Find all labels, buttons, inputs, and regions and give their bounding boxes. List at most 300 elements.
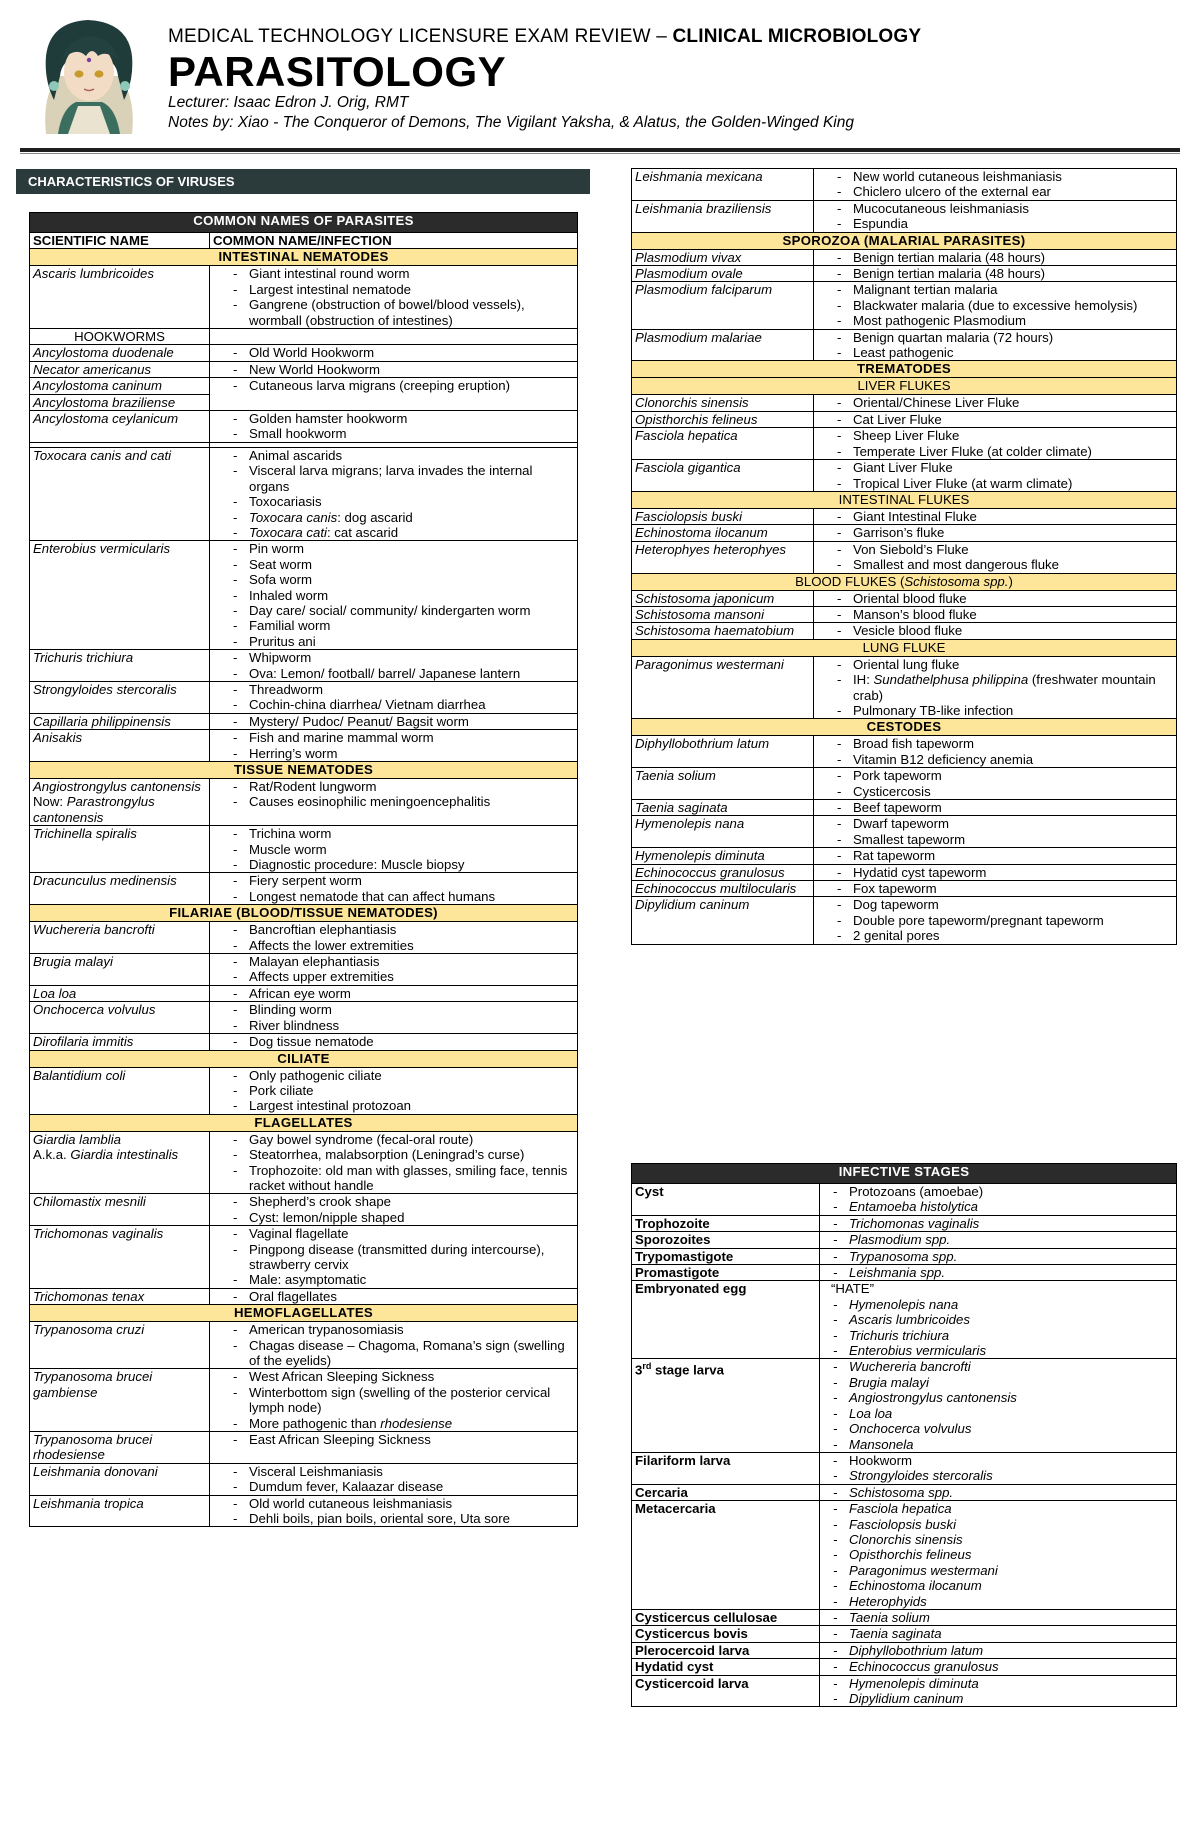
subsection-heading: INTESTINAL FLUKES — [632, 491, 1177, 508]
scientific-name: Taenia saginata — [632, 800, 814, 816]
list-item: - Cyst: lemon/nipple shaped — [213, 1210, 574, 1225]
scientific-name: Leishmania tropica — [30, 1495, 210, 1527]
list-item: - Fish and marine mammal worm — [213, 730, 574, 745]
list-item: - Diagnostic procedure: Muscle biopsy — [213, 857, 574, 872]
list-item: - African eye worm — [213, 986, 574, 1001]
table-row — [30, 345, 578, 361]
subsection-heading: LIVER FLUKES — [632, 378, 1177, 395]
stage-name: Cysticercus bovis — [632, 1626, 820, 1642]
stage-name: Filariform larva — [632, 1452, 820, 1484]
scientific-name: Leishmania mexicana — [632, 169, 814, 201]
list-item: - Vitamin B12 deficiency anemia — [817, 752, 1173, 767]
scientific-name: Echinococcus multilocularis — [632, 881, 814, 897]
list-item: - Dog tapeworm — [817, 897, 1173, 912]
list-item: - Gay bowel syndrome (fecal-oral route) — [213, 1132, 574, 1147]
table-title-row: INFECTIVE STAGES — [632, 1164, 1177, 1184]
list-item: - Cochin-china diarrhea/ Vietnam diarrhea — [213, 697, 574, 712]
list-item: - Oriental/Chinese Liver Fluke — [817, 395, 1173, 410]
table-row — [632, 881, 1177, 897]
list-item: - Dehli boils, pian boils, oriental sore, Uta sore — [213, 1511, 574, 1526]
list-item: - Blinding worm — [213, 1002, 574, 1017]
section-heading: HEMOFLAGELLATES — [30, 1305, 578, 1322]
list-item: - Mucocutaneous leishmaniasis — [817, 201, 1173, 216]
list-item: - Cutaneous larva migrans (creeping eruption) — [213, 378, 574, 393]
table-row — [30, 954, 578, 986]
table-row — [632, 1215, 1177, 1231]
stage-name: Hydatid cyst — [632, 1659, 820, 1675]
scientific-name: Balantidium coli — [30, 1067, 210, 1114]
organism-item: - Leishmania spp. — [823, 1265, 1173, 1280]
header-rule — [20, 148, 1180, 152]
list-item: - Vesicle blood fluke — [817, 623, 1173, 638]
list-item: - Day care/ social/ community/ kindergarten worm — [213, 603, 574, 618]
section-heading: TREMATODES — [632, 361, 1177, 378]
list-item: - Giant intestinal round worm — [213, 266, 574, 281]
scientific-name: Ancylostoma ceylanicum — [30, 411, 210, 443]
table-row — [30, 1288, 578, 1304]
list-item: - Pork ciliate — [213, 1083, 574, 1098]
organism-item: - Hymenolepis nana — [823, 1297, 1173, 1312]
table-row — [632, 1626, 1177, 1642]
organism-item: - Protozoans (amoebae) — [823, 1184, 1173, 1199]
common-names-table-continued — [631, 168, 1177, 945]
list-item: - Seat worm — [213, 557, 574, 572]
subsection-heading: BLOOD FLUKES (Schistosoma spp.) — [632, 573, 1177, 590]
organism-item: - Heterophyids — [823, 1594, 1173, 1609]
table-row — [30, 713, 578, 729]
group-label: HOOKWORMS — [30, 329, 210, 345]
scientific-name: Trichinella spiralis — [30, 826, 210, 873]
scientific-name: Taenia solium — [632, 768, 814, 800]
table-row — [632, 169, 1177, 201]
scientific-name: Hymenolepis nana — [632, 816, 814, 848]
scientific-name: Onchocerca volvulus — [30, 1002, 210, 1034]
list-item: - Benign tertian malaria (48 hours) — [817, 250, 1173, 265]
list-item: - Inhaled worm — [213, 588, 574, 603]
list-item: - Pork tapeworm — [817, 768, 1173, 783]
table-row — [632, 525, 1177, 541]
scientific-name: Fasciola hepatica — [632, 428, 814, 460]
list-item: - Old world cutaneous leishmaniasis — [213, 1496, 574, 1511]
table-title-row: COMMON NAMES OF PARASITES — [30, 213, 578, 233]
scientific-name: Trypanosoma brucei rhodesiense — [30, 1432, 210, 1464]
list-item: - Least pathogenic — [817, 345, 1173, 360]
table-row — [30, 985, 578, 1001]
organism-item: - Fasciola hepatica — [823, 1501, 1173, 1516]
scientific-name: Plasmodium ovale — [632, 266, 814, 282]
organism-item: - Taenia saginata — [823, 1626, 1173, 1641]
table-row — [632, 848, 1177, 864]
list-item: - Double pore tapeworm/pregnant tapeworm — [817, 913, 1173, 928]
table-row — [632, 1501, 1177, 1610]
table-row — [632, 590, 1177, 606]
scientific-name: Wuchereria bancrofti — [30, 922, 210, 954]
scientific-name: Plasmodium vivax — [632, 249, 814, 265]
scientific-name: Hymenolepis diminuta — [632, 848, 814, 864]
list-item: - Cat Liver Fluke — [817, 412, 1173, 427]
scientific-name: Strongyloides stercoralis — [30, 681, 210, 713]
organism-item: - Echinococcus granulosus — [823, 1659, 1173, 1674]
page-title: PARASITOLOGY — [168, 48, 507, 95]
table-row — [632, 1232, 1177, 1248]
list-item: - Oral flagellates — [213, 1289, 574, 1304]
organism-item: - Trypanosoma spp. — [823, 1249, 1173, 1264]
list-item: - Vaginal flagellate — [213, 1226, 574, 1241]
organism-item: - Trichomonas vaginalis — [823, 1216, 1173, 1231]
organism-item: - Enterobius vermicularis — [823, 1343, 1173, 1358]
notes-line: Notes by: Xiao - The Conqueror of Demons, The Vigilant Yaksha, & Alatus, the Golden-Winged King — [168, 114, 854, 131]
infective-stages-table — [631, 1163, 1177, 1707]
list-item: - Temperate Liver Fluke (at colder climate) — [817, 444, 1173, 459]
list-item: - Giant Intestinal Fluke — [817, 509, 1173, 524]
list-item: - Familial worm — [213, 618, 574, 633]
list-item: - Winterbottom sign (swelling of the posterior cervical lymph node) — [213, 1385, 574, 1416]
column-header-row — [30, 233, 578, 249]
list-item: - Oriental lung fluke — [817, 657, 1173, 672]
table-row — [30, 378, 578, 394]
list-item: - Dumdum fever, Kalaazar disease — [213, 1479, 574, 1494]
scientific-name: Dracunculus medinensis — [30, 873, 210, 905]
list-item: - Broad fish tapeworm — [817, 736, 1173, 751]
scientific-name: Echinococcus granulosus — [632, 864, 814, 880]
list-item: - Smallest tapeworm — [817, 832, 1173, 847]
common-names-table — [29, 212, 578, 1527]
table-row: Trypanosoma brucei gambiense - West African Sleeping Sickness - Winterbottom sign (swelling of the posterior cervical lymph node) - More pathogenic than rhodesiense — [30, 1369, 578, 1432]
list-item: - Giant Liver Fluke — [817, 460, 1173, 475]
list-item: - Gangrene (obstruction of bowel/blood vessels), wormball (obstruction of intestines) — [213, 297, 574, 328]
organism-item: - Schistosoma spp. — [823, 1485, 1173, 1500]
list-item: - Bancroftian elephantiasis — [213, 922, 574, 937]
list-item: - West African Sleeping Sickness — [213, 1369, 574, 1384]
list-item: - Garrison’s fluke — [817, 525, 1173, 540]
section-heading: INTESTINAL NEMATODES — [30, 249, 578, 266]
section-heading: FLAGELLATES — [30, 1114, 578, 1131]
list-item: - Pruritus ani — [213, 634, 574, 649]
scientific-name: Trichuris trichiura — [30, 650, 210, 682]
organism-item: - Taenia solium — [823, 1610, 1173, 1625]
list-item: - New World Hookworm — [213, 362, 574, 377]
table-row — [30, 1495, 578, 1527]
organism-item: - Onchocerca volvulus — [823, 1421, 1173, 1436]
organism-item: - Trichuris trichiura — [823, 1328, 1173, 1343]
list-item: - Malignant tertian malaria — [817, 282, 1173, 297]
avatar — [28, 16, 150, 134]
table-row — [30, 730, 578, 762]
list-item: - Beef tapeworm — [817, 800, 1173, 815]
table-row — [30, 922, 578, 954]
scientific-name: Plasmodium falciparum — [632, 282, 814, 329]
table-row — [30, 1432, 578, 1464]
scientific-name: Heterophyes heterophyes — [632, 541, 814, 573]
scientific-name: Clonorchis sinensis — [632, 395, 814, 411]
table-row — [632, 864, 1177, 880]
organism-item: - Mansonela — [823, 1437, 1173, 1452]
list-item: - Fiery serpent worm — [213, 873, 574, 888]
scientific-name: Chilomastix mesnili — [30, 1194, 210, 1226]
list-item: - Blackwater malaria (due to excessive hemolysis) — [817, 298, 1173, 313]
organism-item: - Angiostrongylus cantonensis — [823, 1390, 1173, 1405]
scientific-name: Leishmania donovani — [30, 1463, 210, 1495]
mnemonic: “HATE” — [831, 1281, 874, 1297]
table-row — [30, 541, 578, 650]
stage-name: Promastigote — [632, 1265, 820, 1281]
organism-item: - Strongyloides stercoralis — [823, 1468, 1173, 1483]
scientific-name: Trichomonas tenax — [30, 1288, 210, 1304]
organism-item: - Plasmodium spp. — [823, 1232, 1173, 1247]
header-rule-thin — [20, 153, 1180, 154]
organism-item: - Paragonimus westermani — [823, 1563, 1173, 1578]
table-row — [632, 1659, 1177, 1675]
scientific-name: Schistosoma mansoni — [632, 606, 814, 622]
list-item: - Rat/Rodent lungworm — [213, 779, 574, 794]
organism-item: - Fasciolopsis buski — [823, 1517, 1173, 1532]
table-row — [632, 800, 1177, 816]
scientific-name: Trypanosoma cruzi — [30, 1322, 210, 1369]
scientific-name: Ancylostoma caninum — [30, 378, 210, 394]
stage-name: Trophozoite — [632, 1215, 820, 1231]
scientific-name: Toxocara canis and cati — [30, 447, 210, 540]
stage-name: Embryonated egg — [632, 1281, 820, 1359]
stage-name: 3rd stage larva — [632, 1359, 820, 1452]
scientific-name: Plasmodium malariae — [632, 329, 814, 361]
list-item: - Only pathogenic ciliate — [213, 1068, 574, 1083]
scientific-name: Capillaria philippinensis — [30, 713, 210, 729]
list-item: - Pingpong disease (transmitted during intercourse), strawberry cervix — [213, 1242, 574, 1273]
organism-item: - Dipylidium caninum — [823, 1691, 1173, 1706]
table-row — [30, 826, 578, 873]
table-row — [632, 1675, 1177, 1707]
table-row — [632, 606, 1177, 622]
list-item: - Steatorrhea, malabsorption (Leningrad’s curse) — [213, 1147, 574, 1162]
list-item: - 2 genital pores — [817, 928, 1173, 943]
list-item: - Von Siebold’s Fluke — [817, 542, 1173, 557]
section-bar: CHARACTERISTICS OF VIRUSES — [16, 169, 590, 194]
table-row — [632, 1248, 1177, 1264]
subtitle: MEDICAL TECHNOLOGY LICENSURE EXAM REVIEW – CLINICAL MICROBIOLOGY — [168, 26, 922, 47]
list-item: - Most pathogenic Plasmodium — [817, 313, 1173, 328]
scientific-name: Anisakis — [30, 730, 210, 762]
scientific-name: Loa loa — [30, 985, 210, 1001]
list-item: - Pin worm — [213, 541, 574, 556]
table-row: Paragonimus westermani - Oriental lung fluke - IH: Sundathelphusa philippina (freshwater mountain crab) - Pulmonary TB-like infection — [632, 656, 1177, 719]
scientific-name: Trichomonas vaginalis — [30, 1226, 210, 1289]
table-row — [632, 816, 1177, 848]
scientific-name: Trypanosoma brucei gambiense — [30, 1369, 210, 1432]
table-row — [30, 873, 578, 905]
scientific-name: Ancylostoma duodenale — [30, 345, 210, 361]
stage-name: Cysticercoid larva — [632, 1675, 820, 1707]
table-row — [30, 779, 578, 826]
table-row — [30, 1226, 578, 1289]
list-item: - Old World Hookworm — [213, 345, 574, 360]
list-item: - Hydatid cyst tapeworm — [817, 865, 1173, 880]
scientific-name: Ancylostoma braziliense — [30, 394, 210, 410]
table-row — [632, 329, 1177, 361]
scientific-name: Angiostrongylus cantonensis Now: Parastrongylus cantonensis — [30, 779, 210, 826]
table-row — [632, 1642, 1177, 1658]
table-row — [30, 1463, 578, 1495]
section-heading: FILARIAE (BLOOD/TISSUE NEMATODES) — [30, 905, 578, 922]
scientific-name: Ascaris lumbricoides — [30, 266, 210, 329]
list-item: - Trichina worm — [213, 826, 574, 841]
column-header-scientific: SCIENTIFIC NAME — [30, 233, 210, 249]
organism-item: - Wuchereria bancrofti — [823, 1359, 1173, 1374]
scientific-name: Enterobius vermicularis — [30, 541, 210, 650]
table-row — [632, 623, 1177, 639]
list-item: - New world cutaneous leishmaniasis — [817, 169, 1173, 184]
section-heading: CESTODES — [632, 719, 1177, 736]
stage-name: Cyst — [632, 1184, 820, 1216]
table-row — [632, 1184, 1177, 1216]
table-row: Toxocara canis and cati - Animal ascarids - Visceral larva migrans; larva invades the internal organs - Toxocariasis - Toxocara canis: dog ascarid - Toxocara cati: cat ascarid — [30, 447, 578, 540]
list-item: - Ova: Lemon/ football/ barrel/ Japanese lantern — [213, 666, 574, 681]
list-item: - Espundia — [817, 216, 1173, 231]
section-heading: TISSUE NEMATODES — [30, 762, 578, 779]
list-item: - Male: asymptomatic — [213, 1272, 574, 1287]
list-item: - Manson’s blood fluke — [817, 607, 1173, 622]
list-item: - Benign tertian malaria (48 hours) — [817, 266, 1173, 281]
column-header-common: COMMON NAME/INFECTION — [210, 233, 578, 249]
list-item: - Chagas disease – Chagoma, Romana’s sign (swelling of the eyelids) — [213, 1338, 574, 1369]
stage-name: Metacercaria — [632, 1501, 820, 1610]
organism-item: - Echinostoma ilocanum — [823, 1578, 1173, 1593]
list-item: - Dog tissue nematode — [213, 1034, 574, 1049]
list-item: - Smallest and most dangerous fluke — [817, 557, 1173, 572]
table-row — [632, 1359, 1177, 1452]
scientific-name: Fasciola gigantica — [632, 460, 814, 492]
table-row — [632, 266, 1177, 282]
table-row — [30, 1034, 578, 1050]
organism-item: - Opisthorchis felineus — [823, 1547, 1173, 1562]
organism-item: - Ascaris lumbricoides — [823, 1312, 1173, 1327]
table-row — [632, 1265, 1177, 1281]
scientific-name: Diphyllobothrium latum — [632, 736, 814, 768]
scientific-name: Schistosoma haematobium — [632, 623, 814, 639]
scientific-name: Brugia malayi — [30, 954, 210, 986]
table-row — [632, 768, 1177, 800]
list-item: - Largest intestinal nematode — [213, 282, 574, 297]
list-item: - Whipworm — [213, 650, 574, 665]
list-item: - Toxocariasis — [213, 494, 574, 509]
list-item: - Rat tapeworm — [817, 848, 1173, 863]
scientific-name: Dipylidium caninum — [632, 897, 814, 944]
list-item: - Visceral larva migrans; larva invades the internal organs — [213, 463, 574, 494]
table-row — [30, 650, 578, 682]
table-row — [632, 460, 1177, 492]
organism-item: - Clonorchis sinensis — [823, 1532, 1173, 1547]
list-item: - Sheep Liver Fluke — [817, 428, 1173, 443]
table-row — [632, 1484, 1177, 1500]
table-row — [632, 736, 1177, 768]
list-item: - Largest intestinal protozoan — [213, 1098, 574, 1113]
stage-name: Trypomastigote — [632, 1248, 820, 1264]
table-row — [30, 329, 578, 345]
list-item: - Dwarf tapeworm — [817, 816, 1173, 831]
stage-name: Plerocercoid larva — [632, 1642, 820, 1658]
table-row — [632, 411, 1177, 427]
table-row — [632, 395, 1177, 411]
list-item: - Oriental blood fluke — [817, 591, 1173, 606]
table-row — [632, 200, 1177, 232]
organism-item: - Brugia malayi — [823, 1375, 1173, 1390]
section-heading: SPOROZOA (MALARIAL PARASITES) — [632, 232, 1177, 249]
scientific-name: Opisthorchis felineus — [632, 411, 814, 427]
list-item: - Affects upper extremities — [213, 969, 574, 984]
list-item: - East African Sleeping Sickness — [213, 1432, 574, 1447]
table-row — [30, 411, 578, 443]
list-item: - Mystery/ Pudoc/ Peanut/ Bagsit worm — [213, 714, 574, 729]
organism-item: - Loa loa — [823, 1406, 1173, 1421]
list-item: - Threadworm — [213, 682, 574, 697]
table-row — [632, 1281, 1177, 1359]
table-row — [30, 1002, 578, 1034]
table-row — [30, 361, 578, 377]
list-item: - Fox tapeworm — [817, 881, 1173, 896]
lecturer-line: Lecturer: Isaac Edron J. Orig, RMT — [168, 94, 409, 111]
stage-name: Sporozoites — [632, 1232, 820, 1248]
list-item: - Causes eosinophilic meningoencephalitis — [213, 794, 574, 809]
table-row — [632, 282, 1177, 329]
list-item: - Visceral Leishmaniasis — [213, 1464, 574, 1479]
scientific-name: Paragonimus westermani — [632, 656, 814, 719]
table-row — [30, 1131, 578, 1194]
scientific-name: Dirofilaria immitis — [30, 1034, 210, 1050]
table-row — [632, 541, 1177, 573]
list-item: - Benign quartan malaria (72 hours) — [817, 330, 1173, 345]
list-item: - Small hookworm — [213, 426, 574, 441]
table-row — [632, 1452, 1177, 1484]
list-item: - Chiclero ulcero of the external ear — [817, 184, 1173, 199]
section-heading: CILIATE — [30, 1050, 578, 1067]
table-row — [30, 1194, 578, 1226]
scientific-name: Fasciolopsis buski — [632, 508, 814, 524]
scientific-name: Echinostoma ilocanum — [632, 525, 814, 541]
subsection-heading: LUNG FLUKE — [632, 639, 1177, 656]
list-item: - Muscle worm — [213, 842, 574, 857]
list-item: - Tropical Liver Fluke (at warm climate) — [817, 476, 1173, 491]
table-row — [632, 1609, 1177, 1625]
list-item: - Animal ascarids — [213, 448, 574, 463]
scientific-name: Giardia lamblia A.k.a. Giardia intestinalis — [30, 1131, 210, 1194]
list-item: - Longest nematode that can affect humans — [213, 889, 574, 904]
organism-item: - Hookworm — [823, 1453, 1173, 1468]
stage-name: Cercaria — [632, 1484, 820, 1500]
list-item: - Golden hamster hookworm — [213, 411, 574, 426]
table-row — [30, 1322, 578, 1369]
table-row — [30, 266, 578, 329]
common-name-list — [213, 266, 574, 328]
table-row — [632, 897, 1177, 944]
list-item: - Sofa worm — [213, 572, 574, 587]
list-item: - Cysticercosis — [817, 784, 1173, 799]
list-item: - Shepherd’s crook shape — [213, 1194, 574, 1209]
list-item: - American trypanosomiasis — [213, 1322, 574, 1337]
infective-stages-body — [632, 1184, 1177, 1707]
organism-item: - Entamoeba histolytica — [823, 1199, 1173, 1214]
list-item: - Herring’s worm — [213, 746, 574, 761]
organism-item: - Diphyllobothrium latum — [823, 1643, 1173, 1658]
table-row — [30, 681, 578, 713]
list-item: - Trophozoite: old man with glasses, smiling face, tennis racket without handle — [213, 1163, 574, 1194]
list-item: - Affects the lower extremities — [213, 938, 574, 953]
table-row — [30, 1067, 578, 1114]
stage-name: Cysticercus cellulosae — [632, 1609, 820, 1625]
table-row — [632, 508, 1177, 524]
scientific-name: Schistosoma japonicum — [632, 590, 814, 606]
table-row — [632, 428, 1177, 460]
scientific-name: Necator americanus — [30, 361, 210, 377]
list-item: - Malayan elephantiasis — [213, 954, 574, 969]
